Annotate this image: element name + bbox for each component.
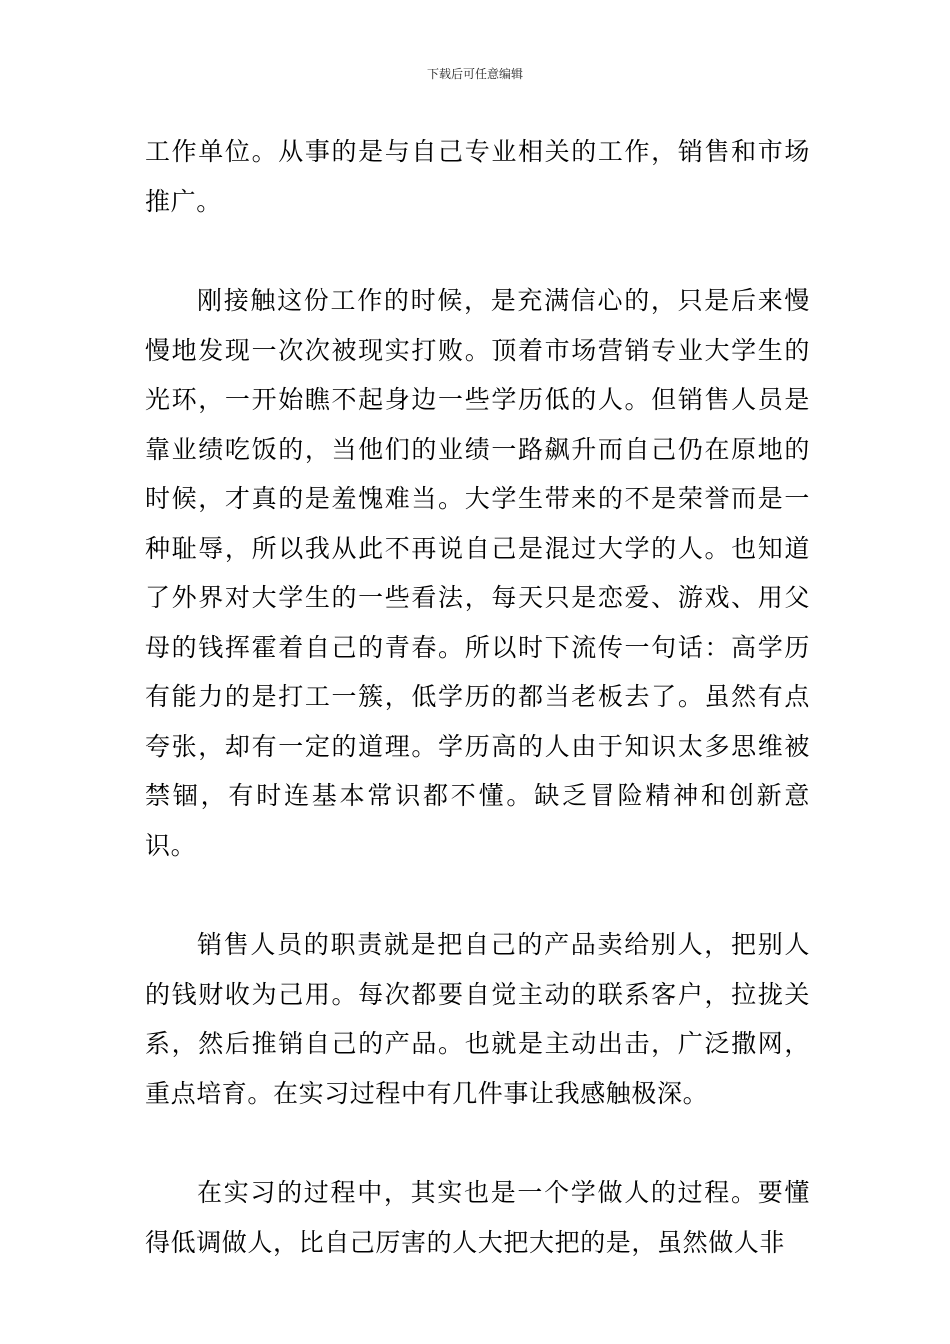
paragraph-2: 刚接触这份工作的时候，是充满信心的，只是后来慢慢地发现一次次被现实打败。顶着市场营销专业大学生的光环，一开始瞧不起身边一些学历低的人。但销售人员是靠业绩吃饭的，当他们的业绩一路飙升而自己仍在原地的时候，才真的是羞愧难当。大学生带来的不是荣誉而是一种耻辱，所以我从此不再说自己是混过大学的人。也知道了外界对大学生的一些看法，每天只是恋爱、游戏、用父母的钱挥霍着自己的青春。所以时下流传一句话：高学历有能力的是打工一簇，低学历的都当老板去了。虽然有点夸张，却有一定的道理。学历高的人由于知识太多思维被禁锢，有时连基本常识都不懂。缺乏冒险精神和创新意识。 [145,286,810,860]
paragraph-3: 销售人员的职责就是把自己的产品卖给别人，把别人的钱财收为己用。每次都要自觉主动的联系客户，拉拢关系，然后推销自己的产品。也就是主动出击，广泛撒网，重点培育。在实习过程中有几件事让我感触极深。 [145,930,810,1108]
page-header: 下载后可任意编辑 [426,67,523,81]
paragraph-4: 在实习的过程中，其实也是一个学做人的过程。要懂得低调做人，比自己厉害的人大把大把的是，虽然做人非 [145,1178,810,1257]
document-body [145,127,810,1267]
paragraph-1: 工作单位。从事的是与自己专业相关的工作，销售和市场推广。 [145,137,810,216]
